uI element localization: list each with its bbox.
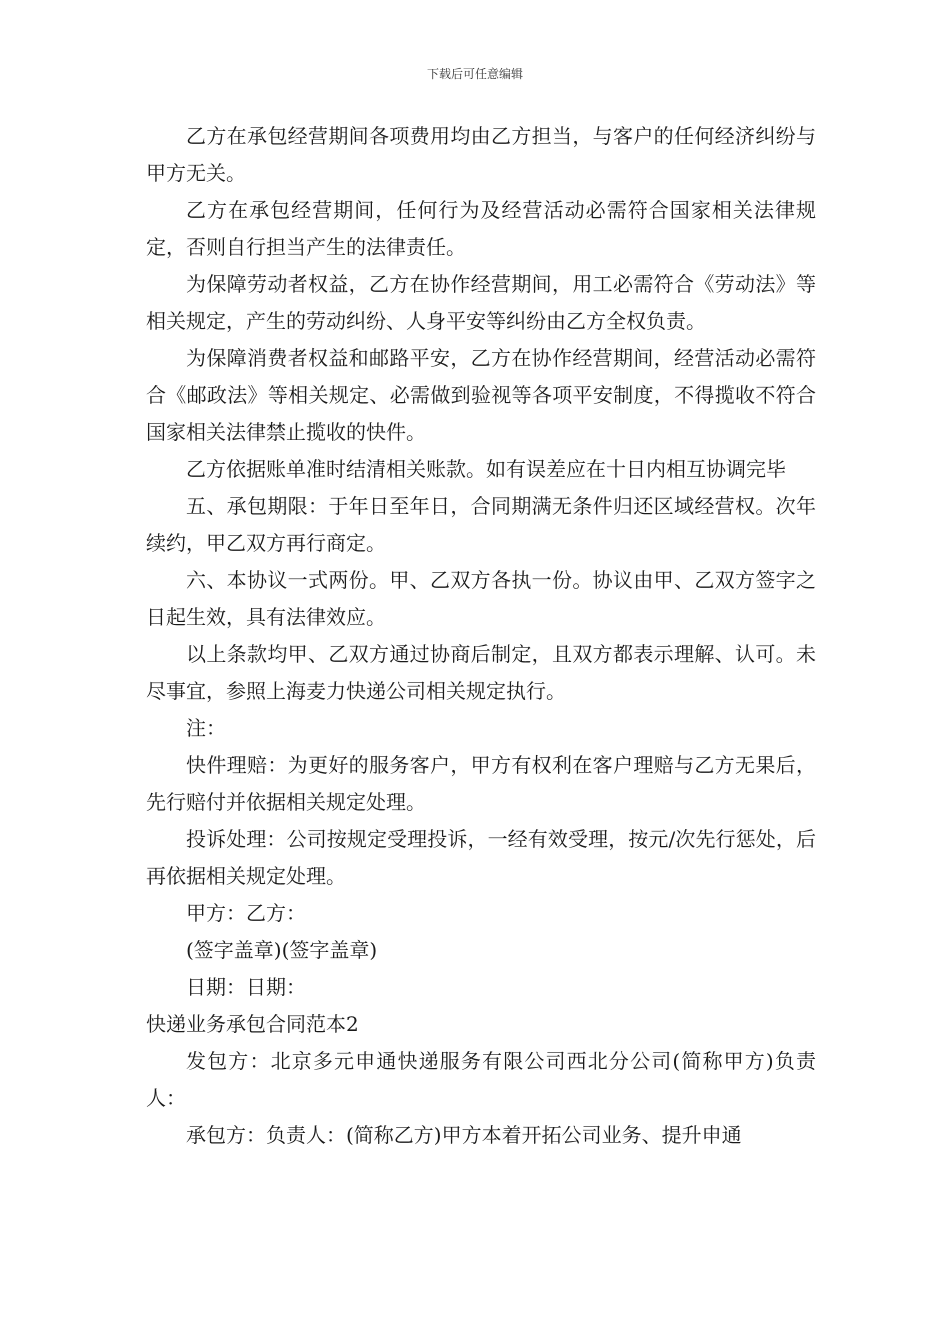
signature-seal: (签字盖章)(签字盖章) [186,938,378,962]
paragraph: 乙方在承包经营期间，任何行为及经营活动必需符合国家相关法律规定，否则自行担当产生的法律责任。 [146,198,816,259]
paragraph: 五、承包期限：于年日至年日，合同期满无条件归还区域经营权。次年续约，甲乙双方再行商定。 [146,494,816,555]
paragraph: 为保障消费者权益和邮路平安，乙方在协作经营期间，经营活动必需符合《邮政法》等相关规定、必需做到验视等各项平安制度，不得揽收不符合国家相关法律禁止揽收的快件。 [146,346,816,444]
paragraph: 乙方依据账单准时结清相关账款。如有误差应在十日内相互协调完毕 [186,457,786,481]
document-body [146,118,816,1154]
paragraph: 乙方在承包经营期间各项费用均由乙方担当，与客户的任何经济纠纷与甲方无关。 [146,124,816,185]
paragraph: 快件理赔：为更好的服务客户，甲方有权利在客户理赔与乙方无果后，先行赔付并依据相关规定处理。 [146,753,816,814]
paragraph: 以上条款均甲、乙双方通过协商后制定，且双方都表示理解、认可。未尽事宜，参照上海麦力快递公司相关规定执行。 [146,642,816,703]
paragraph: 发包方：北京多元申通快递服务有限公司西北分公司(简称甲方)负责人： [146,1049,816,1110]
paragraph-note-label: 注： [186,716,226,740]
paragraph: 为保障劳动者权益，乙方在协作经营期间，用工必需符合《劳动法》等相关规定，产生的劳动纠纷、人身平安等纠纷由乙方全权负责。 [146,272,816,333]
section-title: 快递业务承包合同范本2 [146,1012,359,1036]
signature-parties: 甲方：乙方： [186,901,306,925]
paragraph: 承包方：负责人：(简称乙方)甲方本着开拓公司业务、提升申通 [186,1123,742,1147]
page-header: 下载后可任意编辑 [426,67,523,81]
signature-date: 日期：日期： [186,975,306,999]
paragraph: 投诉处理：公司按规定受理投诉，一经有效受理，按元/次先行惩处，后再依据相关规定处理。 [146,827,816,888]
paragraph: 六、本协议一式两份。甲、乙双方各执一份。协议由甲、乙双方签字之日起生效，具有法律效应。 [146,568,816,629]
